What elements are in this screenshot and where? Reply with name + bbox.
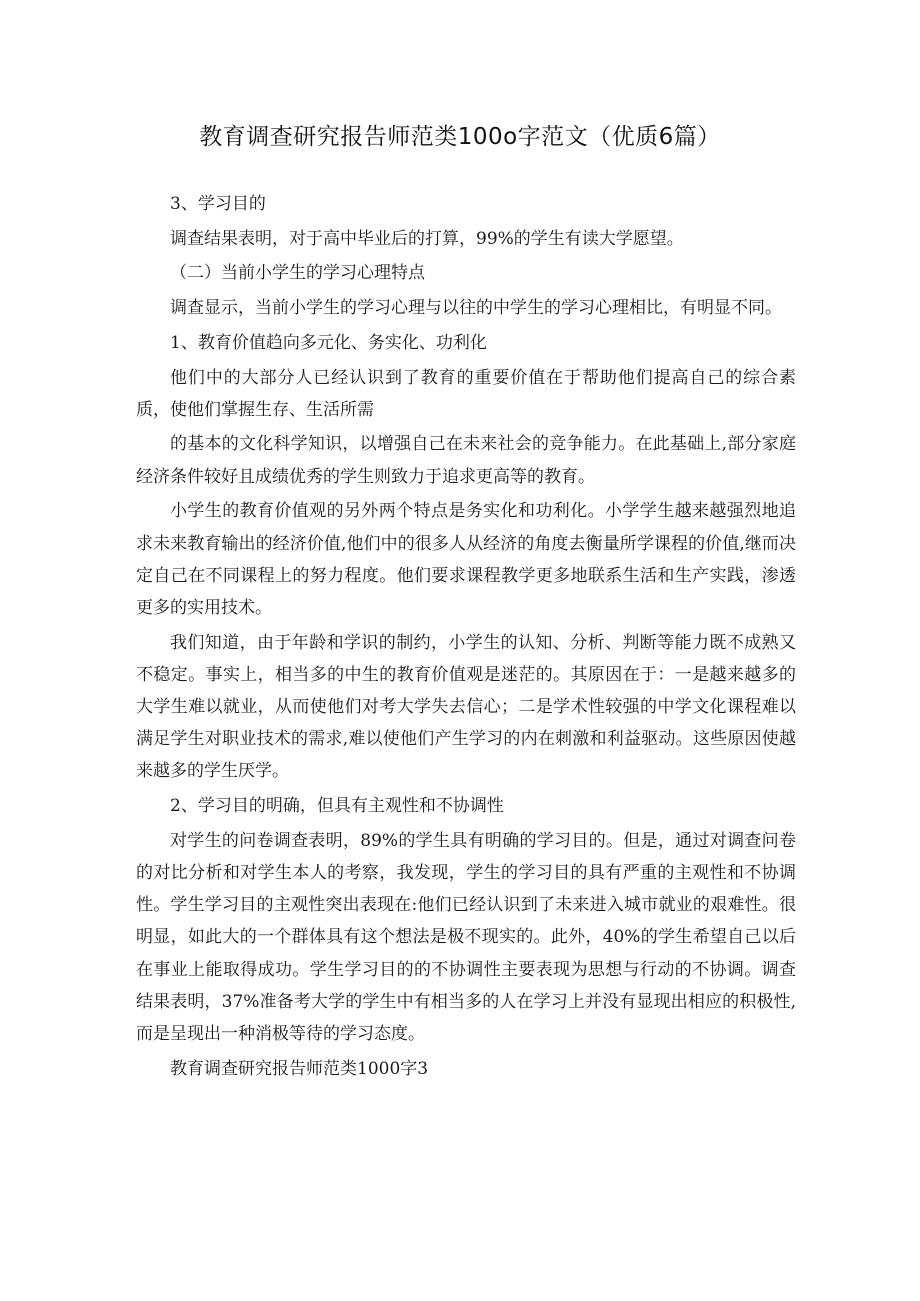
paragraph: 的基本的文化科学知识，以增强自己在未来社会的竞争能力。在此基础上,部分家庭经济条件较好且成绩优秀的学生则致力于追求更高等的教育。 <box>136 434 796 487</box>
section-heading: 2、学习目的明确，但具有主观性和不协调性 <box>170 796 504 817</box>
section-heading: 3、学习目的 <box>170 194 266 214</box>
section-heading: 教育调查研究报告师范类1000字3 <box>170 1058 429 1079</box>
paragraph: 小学生的教育价值观的另外两个特点是务实化和功利化。小学学生越来越强烈地追求未来教育输出的经济价值,他们中的很多人从经济的角度去衡量所学课程的价值,继而决定自己在不同课程上的努力程度。他们要求课程教学更多地联系生活和生产实践，渗透更多的实用技术。 <box>136 501 796 618</box>
paragraph: 对学生的问卷调查表明，89%的学生具有明确的学习目的。但是，通过对调查问卷的对比分析和对学生本人的考察，我发现，学生的学习目的具有严重的主观性和不协调性。学生学习目的主观性突出表现在:他们已经认识到了未来进入城市就业的艰难性。很明显，如此大的一个群体具有这个想法是极不现实的。此外，40%的学生希望自己以后在事业上能取得成功。学生学习目的的不协调性主要表现为思想与行动的不协调。调查结果表明，37%准备考大学的学生中有相当多的人在学习上并没有显现出相应的积极性,而是呈现出一种消极等待的学习态度。 <box>136 830 796 1045</box>
paragraph: 调查显示，当前小学生的学习心理与以往的中学生的学习心理相比，有明显不同。 <box>170 298 782 319</box>
section-heading: 1、教育价值趋向多元化、务实化、功利化 <box>170 332 487 353</box>
paragraph: 他们中的大部分人已经认识到了教育的重要价值在于帮助他们提高自己的综合素质，使他们掌握生存、生活所需 <box>136 367 796 420</box>
paragraph: 我们知道，由于年龄和学识的制约，小学生的认知、分析、判断等能力既不成熟又不稳定。事实上，相当多的中生的教育价值观是迷茫的。其原因在于：一是越来越多的大学生难以就业，从而使他们对考大学失去信心；二是学术性较强的中学文化课程难以满足学生对职业技术的需求,难以使他们产生学习的内在刺激和利益驱动。这些原因使越来越多的学生厌学。 <box>136 632 796 782</box>
paragraph: 调查结果表明，对于高中毕业后的打算，99%的学生有读大学愿望。 <box>170 228 684 249</box>
document-body <box>136 188 796 1085</box>
section-heading: （二）当前小学生的学习心理特点 <box>170 263 425 284</box>
document-title: 教育调查研究报告师范类100o字范文（优质6篇） <box>199 124 721 150</box>
